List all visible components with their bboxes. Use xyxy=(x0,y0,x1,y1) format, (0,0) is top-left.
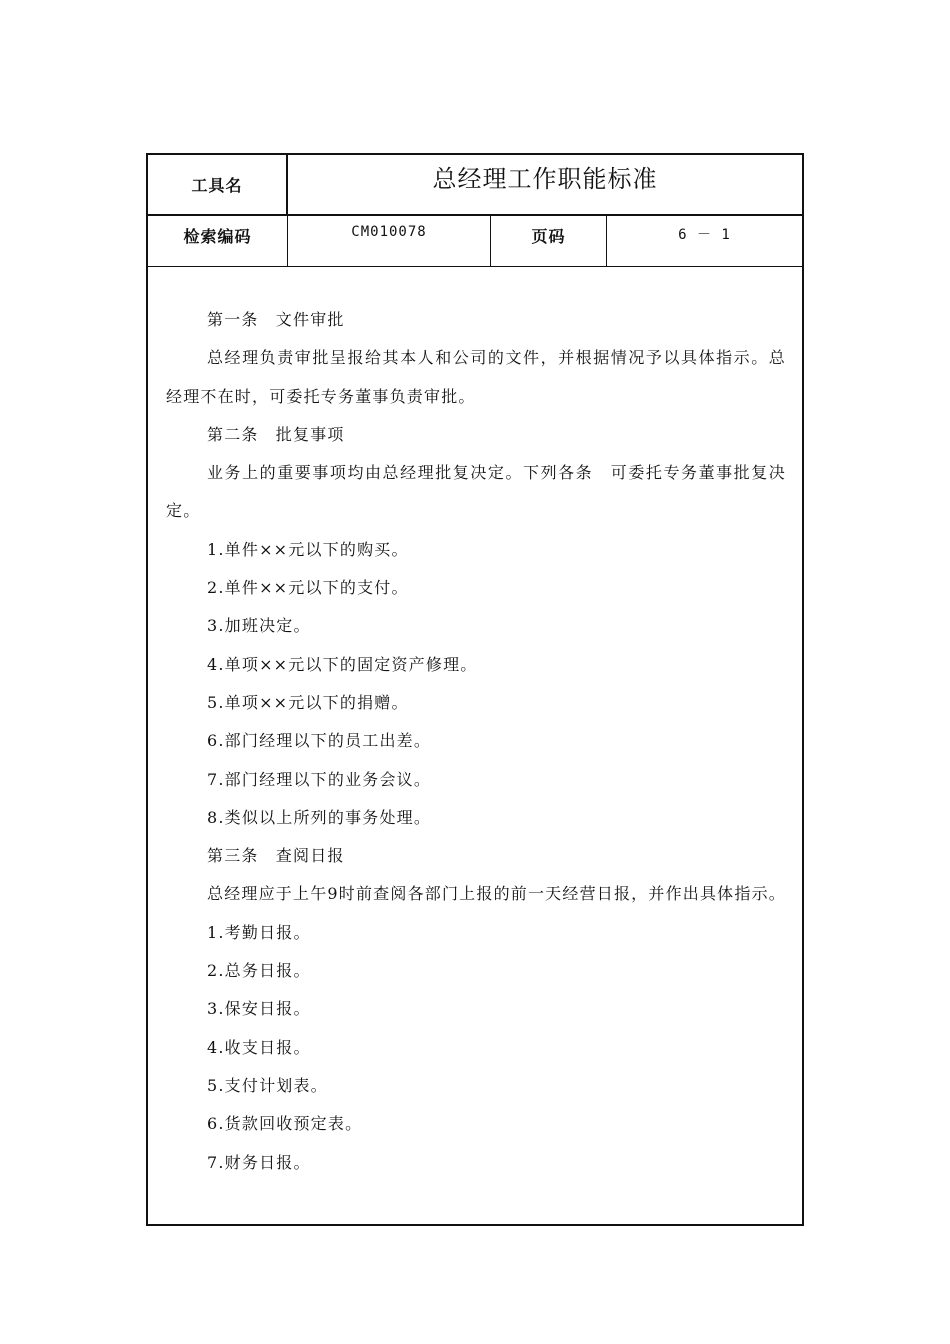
document-title: 总经理工作职能标准 xyxy=(432,165,658,193)
list-item: 5.支付计划表。 xyxy=(207,1075,328,1095)
paragraph: 总经理应于上午9时前查阅各部门上报的前一天经营日报，并作出具体指示。 xyxy=(207,884,786,904)
list-item: 5.单项××元以下的捐赠。 xyxy=(207,692,409,712)
document-frame xyxy=(146,153,804,1226)
paragraph: 总经理负责审批呈报给其本人和公司的文件，并根据情况予以具体指示。总经理不在时，可委托专务董事负责审批。 xyxy=(166,348,786,406)
tool-name-label: 工具名 xyxy=(148,155,288,214)
article-heading: 第一条 文件审批 xyxy=(207,310,345,329)
list-item: 4.收支日报。 xyxy=(207,1037,311,1057)
document-body xyxy=(166,301,786,1182)
list-item: 2.总务日报。 xyxy=(207,961,311,981)
page-number-value: 6 － 1 xyxy=(678,227,731,243)
paragraph: 业务上的重要事项均由总经理批复决定。下列各条 可委托专务董事批复决定。 xyxy=(166,463,786,521)
article-heading: 第二条 批复事项 xyxy=(207,424,345,444)
list-item: 6.部门经理以下的员工出差。 xyxy=(207,731,432,751)
list-item: 6.货款回收预定表。 xyxy=(207,1114,363,1134)
list-item: 1.考勤日报。 xyxy=(207,922,311,942)
header-row-title xyxy=(148,155,802,216)
header-row-meta xyxy=(148,216,802,267)
list-item: 7.部门经理以下的业务会议。 xyxy=(207,769,432,789)
page-label: 页码 xyxy=(491,216,607,266)
list-item: 1.单件××元以下的购买。 xyxy=(207,539,409,559)
list-item: 7.财务日报。 xyxy=(207,1152,311,1172)
list-item: 8.类似以上所列的事务处理。 xyxy=(207,807,432,827)
list-item: 3.保安日报。 xyxy=(207,999,311,1019)
list-item: 2.单件××元以下的支付。 xyxy=(207,578,409,598)
list-item: 3.加班决定。 xyxy=(207,616,311,636)
article-heading: 第三条 查阅日报 xyxy=(207,846,345,866)
list-item: 4.单项××元以下的固定资产修理。 xyxy=(207,654,478,674)
search-code-label: 检索编码 xyxy=(148,216,288,266)
search-code-value: CM010078 xyxy=(288,216,491,266)
